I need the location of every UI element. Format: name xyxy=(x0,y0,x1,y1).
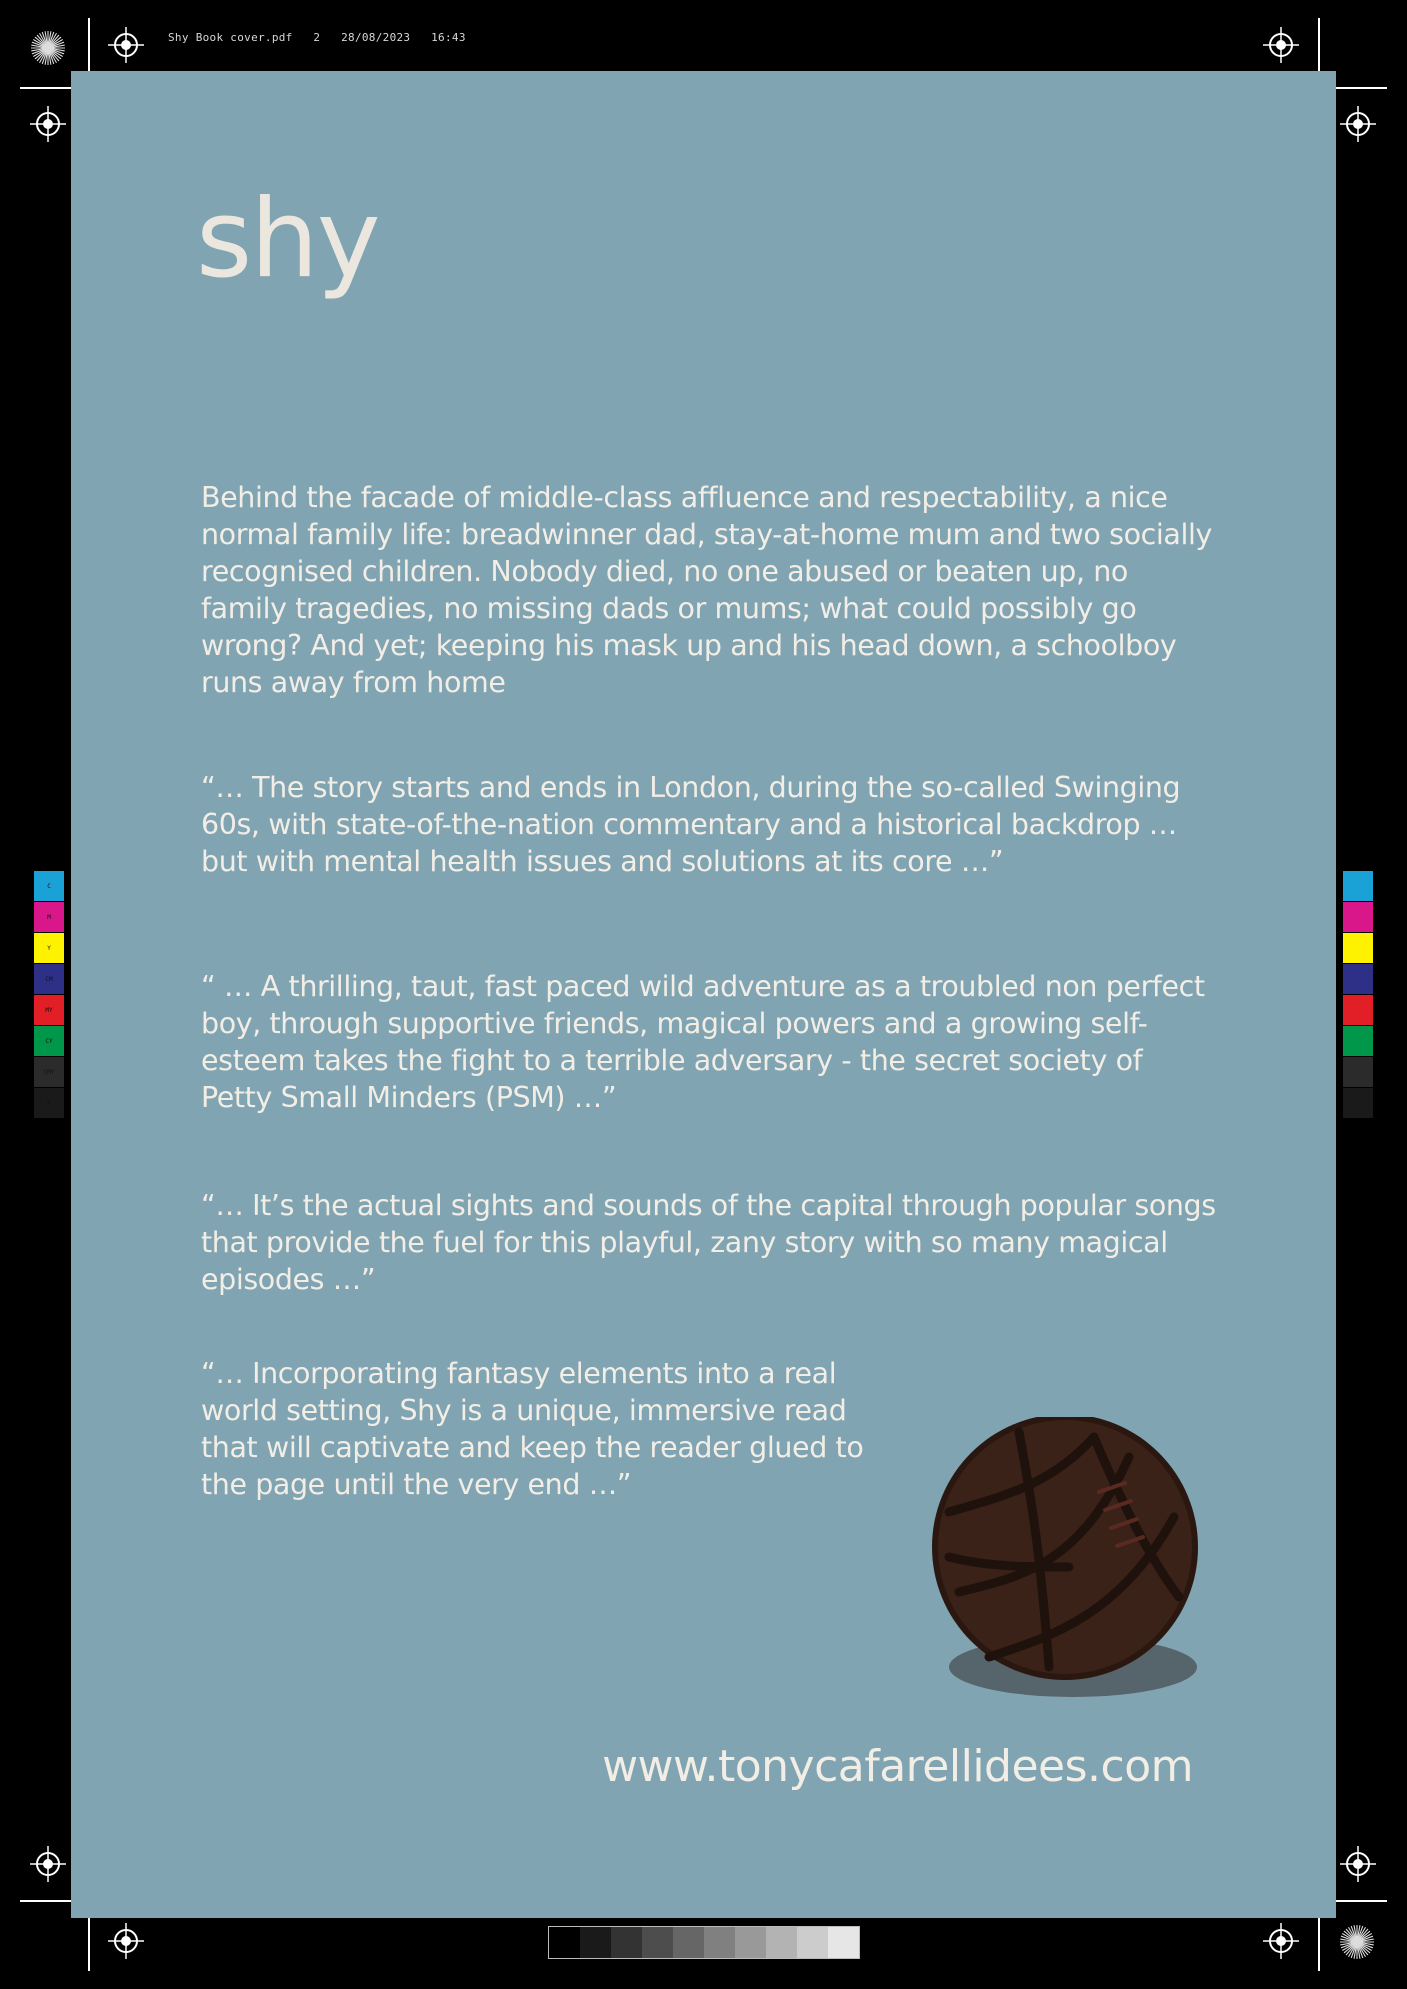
color-bar-right xyxy=(1343,871,1373,1119)
grey-swatch xyxy=(673,1927,704,1958)
book-title: shy xyxy=(196,177,379,302)
crop-line xyxy=(20,87,76,89)
crop-line xyxy=(20,1900,76,1902)
slug-time: 16:43 xyxy=(431,31,466,44)
color-swatch xyxy=(1343,964,1373,994)
grey-swatch xyxy=(611,1927,642,1958)
leather-football-icon xyxy=(929,1417,1219,1697)
website-url[interactable]: www.tonycafarellidees.com xyxy=(602,1741,1193,1792)
crop-line xyxy=(1331,87,1387,89)
color-swatch xyxy=(1343,902,1373,932)
color-swatch: CM xyxy=(34,964,64,994)
grey-swatch xyxy=(704,1927,735,1958)
slug-date: 28/08/2023 xyxy=(341,31,411,44)
starburst-bottom-right-icon xyxy=(1339,1924,1375,1960)
registration-mark-icon xyxy=(1263,1923,1299,1959)
grey-swatch xyxy=(580,1927,611,1958)
color-swatch: K xyxy=(34,1088,64,1118)
registration-mark-icon xyxy=(30,106,66,142)
grey-swatch xyxy=(735,1927,766,1958)
color-swatch xyxy=(1343,1057,1373,1087)
grey-swatch xyxy=(828,1927,859,1958)
review-quote: “… It’s the actual sights and sounds of the capital through popular songs that provide the fuel for this playful, zany story with so many magical episodes …” xyxy=(201,1189,1216,1296)
crop-line xyxy=(1318,1915,1320,1971)
color-swatch xyxy=(1343,995,1373,1025)
color-swatch xyxy=(1343,933,1373,963)
grey-swatch xyxy=(797,1927,828,1958)
printer-slug xyxy=(168,31,466,44)
crop-line xyxy=(88,1915,90,1971)
crop-line xyxy=(1318,18,1320,74)
slug-filename: Shy Book cover.pdf xyxy=(168,31,293,44)
blurb-intro: Behind the facade of middle-class affluence and respectability, a nice normal family life: breadwinner dad, stay-at-home mum and two socially recognised children. Nobody died, no one abused or beaten up, no family tragedies, no missing dads or mums; what could possibly go wrong? And yet; keeping his mask up and his head down, a schoolboy runs away from home xyxy=(201,481,1212,699)
color-swatch: C xyxy=(34,871,64,901)
registration-mark-icon xyxy=(1263,27,1299,63)
slug-page: 2 xyxy=(313,31,321,44)
crop-line xyxy=(88,18,90,74)
review-quote: “… Incorporating fantasy elements into a real world setting, Shy is a unique, immersive read that will captivate and keep the reader glued to the page until the very end …” xyxy=(201,1357,864,1501)
book-cover-page xyxy=(71,71,1336,1918)
greyscale-bar xyxy=(548,1926,860,1959)
color-swatch: M xyxy=(34,902,64,932)
registration-mark-icon xyxy=(1340,1846,1376,1882)
registration-mark-icon xyxy=(1340,106,1376,142)
color-swatch: CMY xyxy=(34,1057,64,1087)
crop-line xyxy=(1331,1900,1387,1902)
color-swatch xyxy=(1343,1088,1373,1118)
registration-mark-icon xyxy=(108,27,144,63)
color-swatch xyxy=(1343,1026,1373,1056)
starburst-top-left-icon xyxy=(30,30,66,66)
color-swatch xyxy=(1343,871,1373,901)
color-bar-left xyxy=(34,871,64,1119)
color-swatch: Y xyxy=(34,933,64,963)
registration-mark-icon xyxy=(30,1846,66,1882)
grey-swatch xyxy=(766,1927,797,1958)
color-swatch: CY xyxy=(34,1026,64,1056)
review-quote: “… The story starts and ends in London, during the so-called Swinging 60s, with state-of-the-nation commentary and a historical backdrop … but with mental health issues and solutions at its core …” xyxy=(201,771,1181,878)
grey-swatch xyxy=(642,1927,673,1958)
review-quote: “ … A thrilling, taut, fast paced wild adventure as a troubled non perfect boy, through supportive friends, magical powers and a growing self-esteem takes the fight to a terrible adversary - the secret society of Petty Small Minders (PSM) …” xyxy=(201,970,1205,1114)
color-swatch: MY xyxy=(34,995,64,1025)
grey-swatch xyxy=(549,1927,580,1958)
registration-mark-icon xyxy=(108,1923,144,1959)
